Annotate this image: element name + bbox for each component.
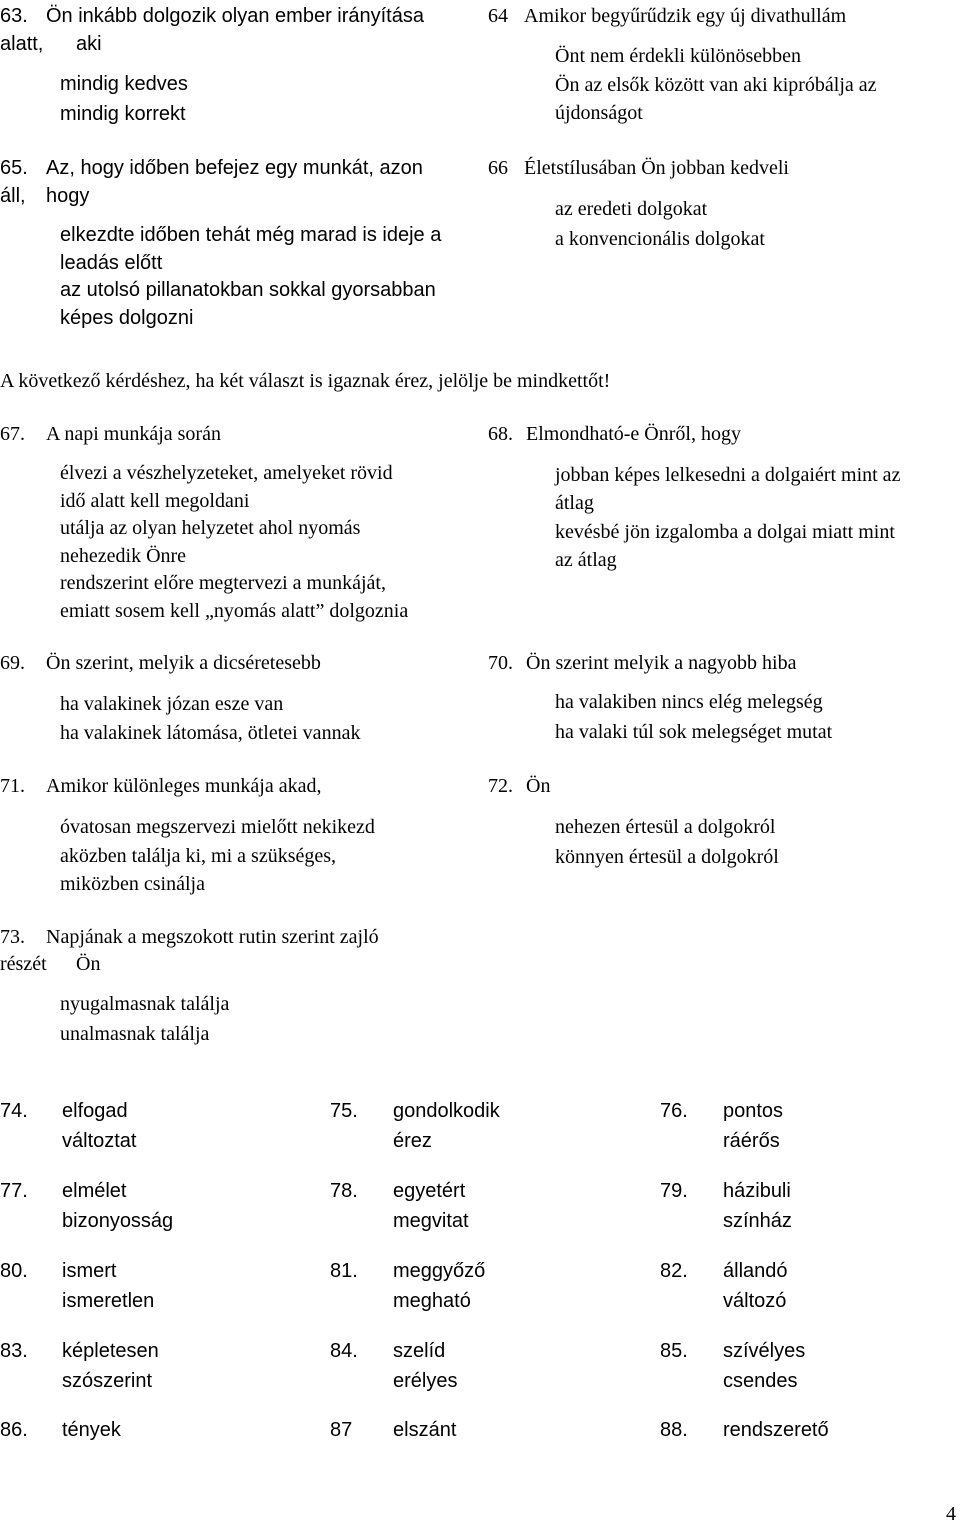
answer-option: átlag <box>555 492 594 514</box>
answer-option[interactable]: élvezi a vészhelyzeteket, amelyeket rövid <box>60 462 393 484</box>
answer-option[interactable]: rendszerint előre megtervezi a munkáját, <box>60 572 386 594</box>
answer-option[interactable]: elkezdte időben tehát még marad is ideje a <box>60 224 442 246</box>
pair-number: 80. <box>0 1260 28 1282</box>
pair-option-a[interactable]: tények <box>62 1419 121 1441</box>
answer-option[interactable]: unalmasnak találja <box>60 1023 210 1045</box>
pair-option-a[interactable]: gondolkodik <box>393 1100 500 1122</box>
answer-option[interactable]: Önt nem érdekli különösebben <box>555 45 802 67</box>
answer-option: miközben csinálja <box>60 873 205 895</box>
question-text: hogy <box>46 185 90 207</box>
answer-option[interactable]: mindig kedves <box>60 73 188 95</box>
pair-number: 84. <box>330 1340 358 1362</box>
pair-number: 75. <box>330 1100 358 1122</box>
pair-option-b[interactable]: megható <box>393 1290 471 1312</box>
pair-option-a[interactable]: ismert <box>62 1260 117 1282</box>
answer-option[interactable]: kevésbé jön izgalomba a dolgai miatt mint <box>555 521 895 543</box>
question-number: 71. <box>0 775 25 797</box>
answer-option[interactable]: Ön az elsők között van aki kipróbálja az <box>555 74 877 96</box>
answer-option[interactable]: nyugalmasnak találja <box>60 993 230 1015</box>
answer-option[interactable]: ha valaki túl sok melegséget mutat <box>555 721 833 743</box>
question-text: Életstílusában Ön jobban kedveli <box>524 157 789 179</box>
pair-option-b[interactable]: csendes <box>723 1370 798 1392</box>
pair-number: 78. <box>330 1180 358 1202</box>
pair-number: 76. <box>660 1100 688 1122</box>
pair-option-b[interactable]: megvitat <box>393 1210 469 1232</box>
pair-number: 86. <box>0 1419 28 1441</box>
question-text: A napi munkája során <box>46 423 221 445</box>
answer-option[interactable]: jobban képes lelkesedni a dolgaiért mint az <box>555 464 901 486</box>
question-number: 66 <box>488 157 508 179</box>
question-number: 70. <box>488 652 513 674</box>
pair-option-a[interactable]: képletesen <box>62 1340 159 1362</box>
pair-option-b[interactable]: erélyes <box>393 1370 458 1392</box>
pair-option-a[interactable]: pontos <box>723 1100 784 1122</box>
question-number: 63. <box>0 5 28 27</box>
question-text: részét <box>0 953 47 975</box>
question-text: Ön <box>526 775 551 797</box>
answer-option[interactable]: mindig korrekt <box>60 103 186 125</box>
question-text: Amikor különleges munkája akad, <box>46 775 322 797</box>
question-text: Ön <box>76 953 101 975</box>
answer-option: idő alatt kell megoldani <box>60 490 250 512</box>
question-text: Napjának a megszokott rutin szerint zajló <box>46 926 379 948</box>
pair-option-a[interactable]: rendszerető <box>723 1419 829 1441</box>
page-number: 4 <box>946 1503 956 1525</box>
question-text: Amikor begyűrűdzik egy új divathullám <box>524 5 847 27</box>
question-number: 73. <box>0 926 25 948</box>
question-text: Elmondható-e Önről, hogy <box>526 423 741 445</box>
answer-option: újdonságot <box>555 102 643 124</box>
question-text: aki <box>76 33 102 55</box>
answer-option: emiatt sosem kell „nyomás alatt” dolgoznia <box>60 600 409 622</box>
question-number: 64 <box>488 5 508 27</box>
pair-option-a[interactable]: meggyőző <box>393 1260 486 1282</box>
answer-option[interactable]: a konvencionális dolgokat <box>555 228 765 250</box>
pair-option-b[interactable]: bizonyosság <box>62 1210 174 1232</box>
answer-option[interactable]: az utolsó pillanatokban sokkal gyorsabban <box>60 279 436 301</box>
question-text: alatt, <box>0 33 44 55</box>
question-text: Ön szerint, melyik a dicséretesebb <box>46 652 321 674</box>
question-text: Ön szerint melyik a nagyobb hiba <box>526 652 797 674</box>
answer-option[interactable]: az eredeti dolgokat <box>555 198 708 220</box>
pair-number: 79. <box>660 1180 688 1202</box>
pair-number: 85. <box>660 1340 688 1362</box>
pair-number: 83. <box>0 1340 28 1362</box>
instruction-text: A következő kérdéshez, ha két választ is igaznak érez, jelölje be mindkettőt! <box>0 370 611 392</box>
answer-option[interactable]: utálja az olyan helyzetet ahol nyomás <box>60 517 361 539</box>
pair-option-b[interactable]: változó <box>723 1290 787 1312</box>
answer-option[interactable]: óvatosan megszervezi mielőtt nekikezd <box>60 816 375 838</box>
pair-option-b[interactable]: színház <box>723 1210 792 1232</box>
pair-number: 82. <box>660 1260 688 1282</box>
pair-number: 87 <box>330 1419 353 1441</box>
answer-option[interactable]: ha valakinek józan esze van <box>60 693 284 715</box>
question-text: áll, <box>0 185 26 207</box>
question-text: Ön inkább dolgozik olyan ember irányítása <box>46 5 424 27</box>
pair-option-a[interactable]: házibuli <box>723 1180 791 1202</box>
pair-option-a[interactable]: elmélet <box>62 1180 127 1202</box>
answer-option[interactable]: aközben találja ki, mi a szükséges, <box>60 845 337 867</box>
pair-option-b[interactable]: ismeretlen <box>62 1290 155 1312</box>
pair-option-a[interactable]: állandó <box>723 1260 788 1282</box>
pair-option-a[interactable]: elszánt <box>393 1419 457 1441</box>
answer-option[interactable]: ha valakinek látomása, ötletei vannak <box>60 722 361 744</box>
pair-option-a[interactable]: egyetért <box>393 1180 466 1202</box>
question-number: 69. <box>0 652 25 674</box>
answer-option: leadás előtt <box>60 252 163 274</box>
pair-option-b[interactable]: ráérős <box>723 1130 780 1152</box>
answer-option[interactable]: ha valakiben nincs elég melegség <box>555 691 823 713</box>
question-number: 68. <box>488 423 513 445</box>
answer-option: az átlag <box>555 549 617 571</box>
pair-option-a[interactable]: szelíd <box>393 1340 446 1362</box>
question-text: Az, hogy időben befejez egy munkát, azon <box>46 157 423 179</box>
answer-option[interactable]: nehezen értesül a dolgokról <box>555 816 776 838</box>
pair-option-a[interactable]: szívélyes <box>723 1340 806 1362</box>
pair-number: 74. <box>0 1100 28 1122</box>
question-number: 65. <box>0 157 28 179</box>
answer-option: nehezedik Önre <box>60 545 187 567</box>
pair-option-b[interactable]: változtat <box>62 1130 137 1152</box>
pair-number: 81. <box>330 1260 358 1282</box>
question-number: 67. <box>0 423 25 445</box>
answer-option: képes dolgozni <box>60 307 194 329</box>
pair-number: 88. <box>660 1419 688 1441</box>
pair-option-a[interactable]: elfogad <box>62 1100 128 1122</box>
pair-option-b[interactable]: szószerint <box>62 1370 153 1392</box>
answer-option[interactable]: könnyen értesül a dolgokról <box>555 846 779 868</box>
pair-option-b[interactable]: érez <box>393 1130 432 1152</box>
pair-number: 77. <box>0 1180 28 1202</box>
question-number: 72. <box>488 775 513 797</box>
